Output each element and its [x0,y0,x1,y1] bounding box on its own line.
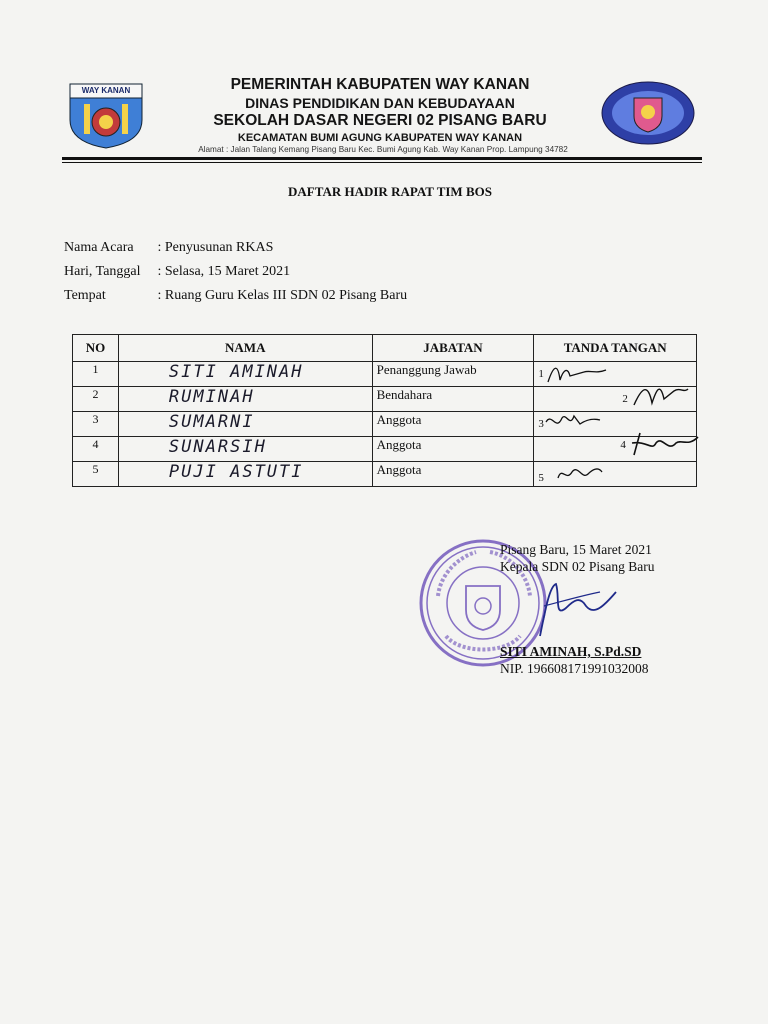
signature-number: 5 [538,472,544,484]
info-label: Tempat [64,288,106,303]
handwritten-name: RUMINAH [168,387,255,407]
kop-line3: SEKOLAH DASAR NEGERI 02 PISANG BARU [213,112,547,129]
signature-scribble [554,460,614,488]
table-row [73,412,697,437]
kop-divider-thin [62,162,702,163]
signature-scribble [630,377,690,411]
kop-line1: PEMERINTAH KABUPATEN WAY KANAN [230,76,530,93]
info-label: Nama Acara [64,240,134,255]
row-nama [118,362,372,387]
info-row [64,288,407,304]
sign-nip: NIP. 196608171991032008 [500,661,649,676]
document-title: DAFTAR HADIR RAPAT TIM BOS [288,184,492,199]
attendance-table [72,334,697,487]
row-nama [118,437,372,462]
table-row [73,462,697,487]
row-no: 1 [73,362,119,387]
school-logo [600,80,696,146]
kop-address: Alamat : Jalan Talang Kemang Pisang Baru Kec. Bumi Agung Kab. Way Kanan Prop. Lampung 34782 [198,145,568,154]
info-label: Hari, Tanggal [64,264,141,279]
signature-number: 2 [622,393,628,405]
row-no: 4 [73,437,119,462]
table-row [73,362,697,387]
header-jabatan: JABATAN [372,335,534,362]
row-jabatan: Bendahara [372,387,534,412]
kop-line2: DINAS PENDIDIKAN DAN KEBUDAYAAN [245,95,515,111]
row-signature [534,437,697,462]
signature-number: 4 [620,439,626,451]
row-jabatan: Anggota [372,412,534,437]
info-value: : Selasa, 15 Maret 2021 [157,264,291,279]
kop-divider-thick [62,157,702,160]
table-row [73,437,697,462]
row-nama [118,387,372,412]
way-kanan-logo [66,80,146,150]
signature-number: 3 [538,418,544,430]
header-tanda-tangan: TANDA TANGAN [534,335,697,362]
row-no: 2 [73,387,119,412]
table-header-row [73,335,697,362]
kop-line4: KECAMATAN BUMI AGUNG KABUPATEN WAY KANAN [237,132,523,144]
info-value: : Ruang Guru Kelas III SDN 02 Pisang Baru [157,288,408,303]
info-row [64,264,290,280]
row-jabatan: Anggota [372,437,534,462]
sign-place-date: Pisang Baru, 15 Maret 2021 [500,542,652,557]
row-nama [118,412,372,437]
row-jabatan: Anggota [372,462,534,487]
signature-scribble [544,408,614,436]
handwritten-name: SUMARNI [168,412,255,432]
handwritten-name: SUNARSIH [168,437,267,457]
handwritten-name: PUJI ASTUTI [168,462,304,482]
info-value: : Penyusunan RKAS [157,240,274,255]
letterhead [0,0,768,172]
row-no: 3 [73,412,119,437]
handwritten-name: SITI AMINAH [168,362,304,382]
row-nama [118,462,372,487]
info-row [64,240,273,256]
sign-position: Kepala SDN 02 Pisang Baru [500,559,655,574]
headmaster-signature [520,566,620,646]
sign-name: SITI AMINAH, S.Pd.SD [500,644,642,659]
header-nama: NAMA [118,335,372,362]
signature-scribble [544,362,614,386]
signature-number: 1 [538,368,544,380]
row-no: 5 [73,462,119,487]
way-kanan-logo-text: WAY KANAN [81,86,131,95]
row-jabatan: Penanggung Jawab [372,362,534,387]
row-signature [534,462,697,487]
header-no: NO [73,335,119,362]
signature-scribble [628,429,702,463]
